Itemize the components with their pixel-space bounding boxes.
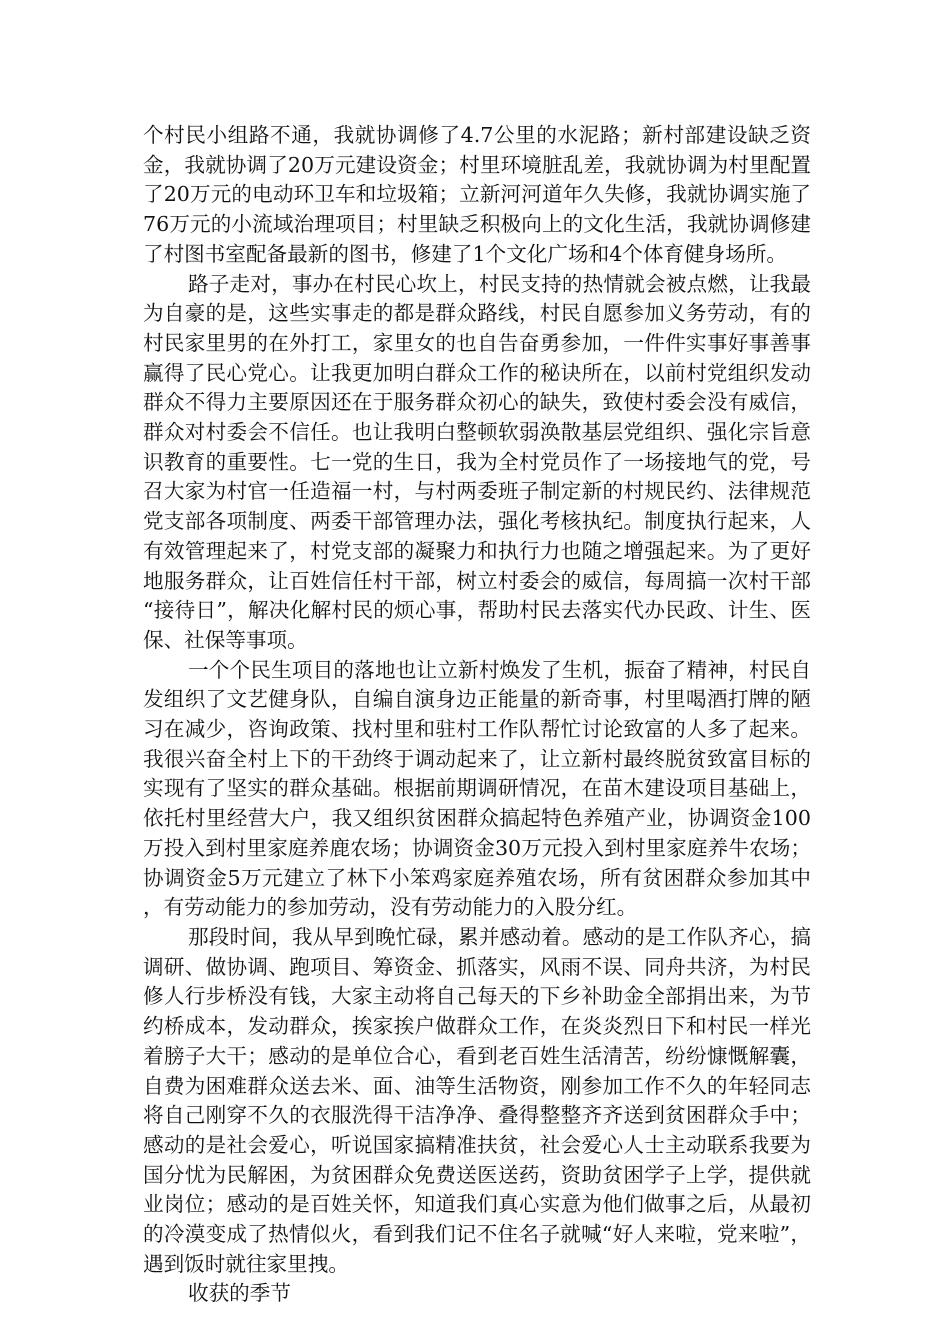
paragraph-1: 个村民小组路不通，我就协调修了4.7公里的水泥路；新村部建设缺乏资金，我就协调了20万元建设资金；村里环境脏乱差，我就协调为村里配置了20万元的电动环卫车和垃圾箱；立新河河道年久失修，我就协调实施了76万元的小流域治理项目；村里缺乏积极向上的文化生活，我就协调修建了村图书室配备最新的图书，修建了1个文化广场和4个体育健身场所。 (143, 123, 811, 266)
paragraph-3: 一个个民生项目的落地也让立新村焕发了生机，振奋了精神，村民自发组织了文艺健身队，自编自演身边正能量的新奇事，村里喝酒打牌的陋习在减少，咨询政策、找村里和驻村工作队帮忙讨论致富的人多了起来。我很兴奋全村上下的干劲终于调动起来了，让立新村最终脱贫致富目标的实现有了坚实的群众基础。根据前期调研情况，在苗木建设项目基础上，依托村里经营大户，我又组织贫困群众搞起特色养殖产业，协调资金100万投入到村里家庭养鹿农场；协调资金30万元投入到村里家庭养牛农场；协调资金5万元建立了林下小笨鸡家庭养殖农场，所有贫困群众参加其中，有劳动能力的参加劳动，没有劳动能力的入股分红。 (143, 657, 811, 920)
paragraph-4: 那段时间，我从早到晚忙碌，累并感动着。感动的是工作队齐心，搞调研、做协调、跑项目、筹资金、抓落实，风雨不误、同舟共济，为村民修人行步桥没有钱，大家主动将自己每天的下乡补助金全部捐出来，为节约桥成本，发动群众，挨家挨户做群众工作，在炎炎烈日下和村民一样光着膀子大干；感动的是单位合心，看到老百姓生活清苦，纷纷慷慨解囊，自费为困难群众送去米、面、油等生活物资，刚参加工作不久的年轻同志将自己刚穿不久的衣服洗得干洁净净、叠得整整齐齐送到贫困群众手中；感动的是社会爱心，听说国家搞精准扶贫，社会爱心人士主动联系我要为国分忧为民解困，为贫困群众免费送医送药，资助贫困学子上学，提供就业岗位；感动的是百姓关怀，知道我们真心实意为他们做事之后，从最初的冷漠变成了热情似火，看到我们记不住名子就喊“好人来啦，党来啦”，遇到饭时就往家里拽。 (143, 924, 811, 1276)
section-heading: 收获的季节 (188, 1281, 291, 1306)
document-page (143, 121, 811, 1309)
paragraph-2: 路子走对，事办在村民心坎上，村民支持的热情就会被点燃，让我最为自豪的是，这些实事走的都是群众路线，村民自愿参加义务劳动，有的村民家里男的在外打工，家里女的也自告奋勇参加，一件件实事好事善事赢得了民心党心。让我更加明白群众工作的秘诀所在，以前村党组织发动群众不得力主要原因还在于服务群众初心的缺失，致使村委会没有威信，群众对村委会不信任。也让我明白整顿软弱涣散基层党组织、强化宗旨意识教育的重要性。七一党的生日，我为全村党员作了一场接地气的党，号召大家为村官一任造福一村，与村两委班子制定新的村规民约、法律规范党支部各项制度、两委干部管理办法，强化考核执纪。制度执行起来，人有效管理起来了，村党支部的凝聚力和执行力也随之增强起来。为了更好地服务群众，让百姓信任村干部，树立村委会的威信，每周搞一次村干部“接待日”，解决化解村民的烦心事，帮助村民去落实代办民政、计生、医保、社保等事项。 (143, 271, 811, 652)
